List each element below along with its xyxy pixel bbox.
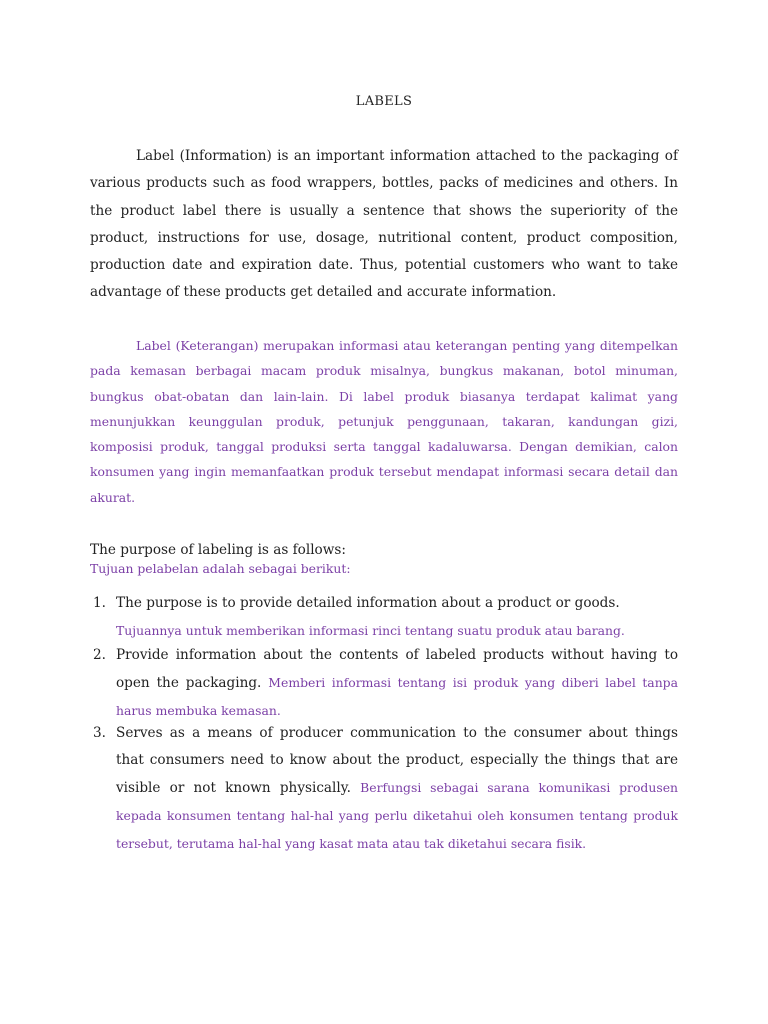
purpose-heading-english: The purpose of labeling is as follows: bbox=[90, 542, 346, 558]
list-item-english: The purpose is to provide detailed information about a product or goods. bbox=[116, 595, 620, 611]
paragraph-english: Label (Information) is an important information attached to the packaging of various products such as food wrappers, bottles, packs of medicines and others. In the product label there is usually a sentence that shows the superiority of the product, instructions for use, dosage, nutritional content, product composition, production date and expiration date. Thus, potential customers who want to take advantage of these products get detailed and accurate information. bbox=[90, 148, 678, 301]
list-item-english: Provide information about the contents of labeled products without having to open the packaging. bbox=[116, 647, 678, 691]
list-item-indonesian: Memberi informasi tentang isi produk yang diberi label tanpa harus membuka kemasan. bbox=[116, 675, 678, 718]
list-item bbox=[93, 642, 678, 725]
list-item-number: 2. bbox=[93, 647, 106, 663]
list-item-number: 1. bbox=[93, 595, 106, 611]
list-item-english: Serves as a means of producer communication to the consumer about things that consumers need to know about the product, especially the things that are visible or not known physically. bbox=[116, 725, 678, 796]
list-item-number: 3. bbox=[93, 725, 106, 741]
purpose-heading-indonesian: Tujuan pelabelan adalah sebagai berikut: bbox=[90, 561, 351, 576]
paragraph-indonesian: Label (Keterangan) merupakan informasi atau keterangan penting yang ditempelkan pada kemasan berbagai macam produk misalnya, bungkus makanan, botol minuman, bungkus obat-obatan dan lain-lain. Di label produk biasanya terdapat kalimat yang menunjukkan keunggulan produk, petunjuk penggunaan, takaran, kandungan gizi, komposisi produk, tanggal produksi serta tanggal kadaluwarsa. Dengan demikian, calon konsumen yang ingin memanfaatkan produk tersebut mendapat informasi secara detail dan akurat. bbox=[90, 338, 678, 505]
list-item bbox=[93, 720, 679, 858]
page-title: LABELS bbox=[355, 94, 413, 109]
list-item-indonesian: Tujuannya untuk memberikan informasi rinci tentang suatu produk atau barang. bbox=[116, 623, 625, 638]
list-item-indonesian: Berfungsi sebagai sarana komunikasi produsen kepada konsumen tentang hal-hal yang perlu diketahui oleh konsumen tentang produk tersebut, terutama hal-hal yang kasat mata atau tak diketahui secara fisik. bbox=[116, 780, 679, 851]
list-item bbox=[93, 590, 678, 645]
